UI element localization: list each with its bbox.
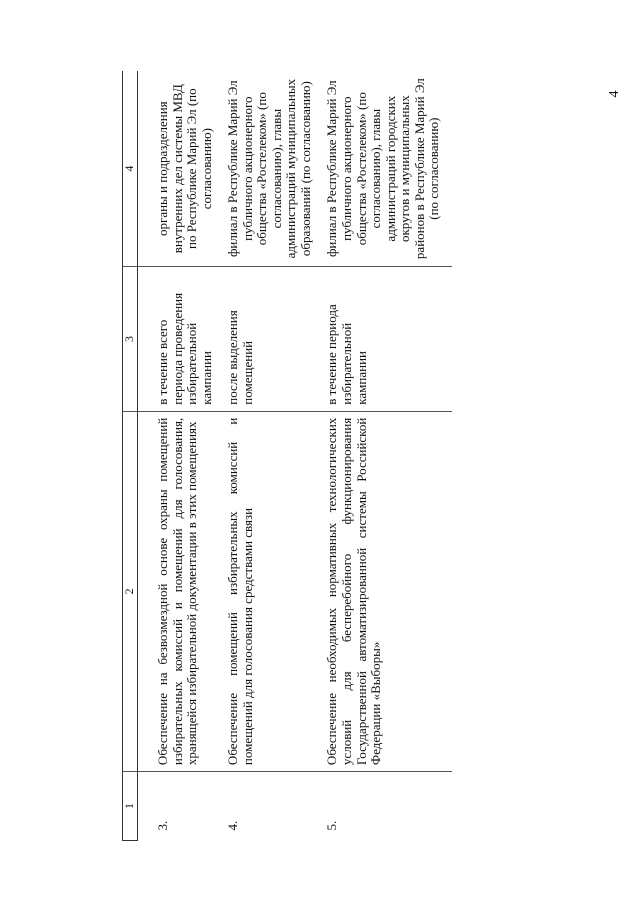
row-number: 3. xyxy=(155,820,170,831)
table-row xyxy=(224,71,323,841)
executors: филиал в Республике Марий Эл публичного акционерного общества «Ростелеком» (по согласованию), главы администраций городских округов и муниципальных районов в Республике Марий Эл (по согласованию) xyxy=(323,71,451,267)
column-header: 4 xyxy=(123,71,138,267)
row-number: 4. xyxy=(225,820,241,831)
row-number: 5. xyxy=(324,820,340,831)
executors: органы и подразделения внутренних дел системы МВД по Республике Марий Эл (по согласованию) xyxy=(154,71,224,267)
period: в течение периода избирательной кампании xyxy=(323,267,451,411)
period: после выделения помещений xyxy=(224,267,323,411)
spacer-row xyxy=(138,71,155,841)
schedule-table xyxy=(122,71,452,841)
period: в течение всего периода проведения избирательной кампании xyxy=(154,267,224,411)
task-description: Обеспечение на безвозмездной основе охраны помещений избирательных комиссий и помещений для голосования, хранящейся избирательной документации в этих помещениях xyxy=(154,411,224,771)
executors: филиал в Республике Марий Эл публичного акционерного общества «Ростелеком» (по согласованию), главы администраций муниципальных образований (по согласованию) xyxy=(224,71,323,267)
table-row xyxy=(154,71,224,841)
rotated-table-container xyxy=(122,71,520,841)
table-header-row xyxy=(123,71,138,841)
table-row xyxy=(323,71,451,841)
page-number: 4 xyxy=(607,90,622,98)
column-header: 1 xyxy=(123,772,138,841)
column-header: 3 xyxy=(123,267,138,411)
task-description: Обеспечение помещений избирательных комиссий и помещений для голосования средствами связи xyxy=(224,411,323,771)
column-header: 2 xyxy=(123,411,138,771)
task-description: Обеспечение необходимых нормативных технологических условий для бесперебойного функционирования Государственной автоматизированной системы Российской Федерации «Выборы» xyxy=(323,411,451,771)
